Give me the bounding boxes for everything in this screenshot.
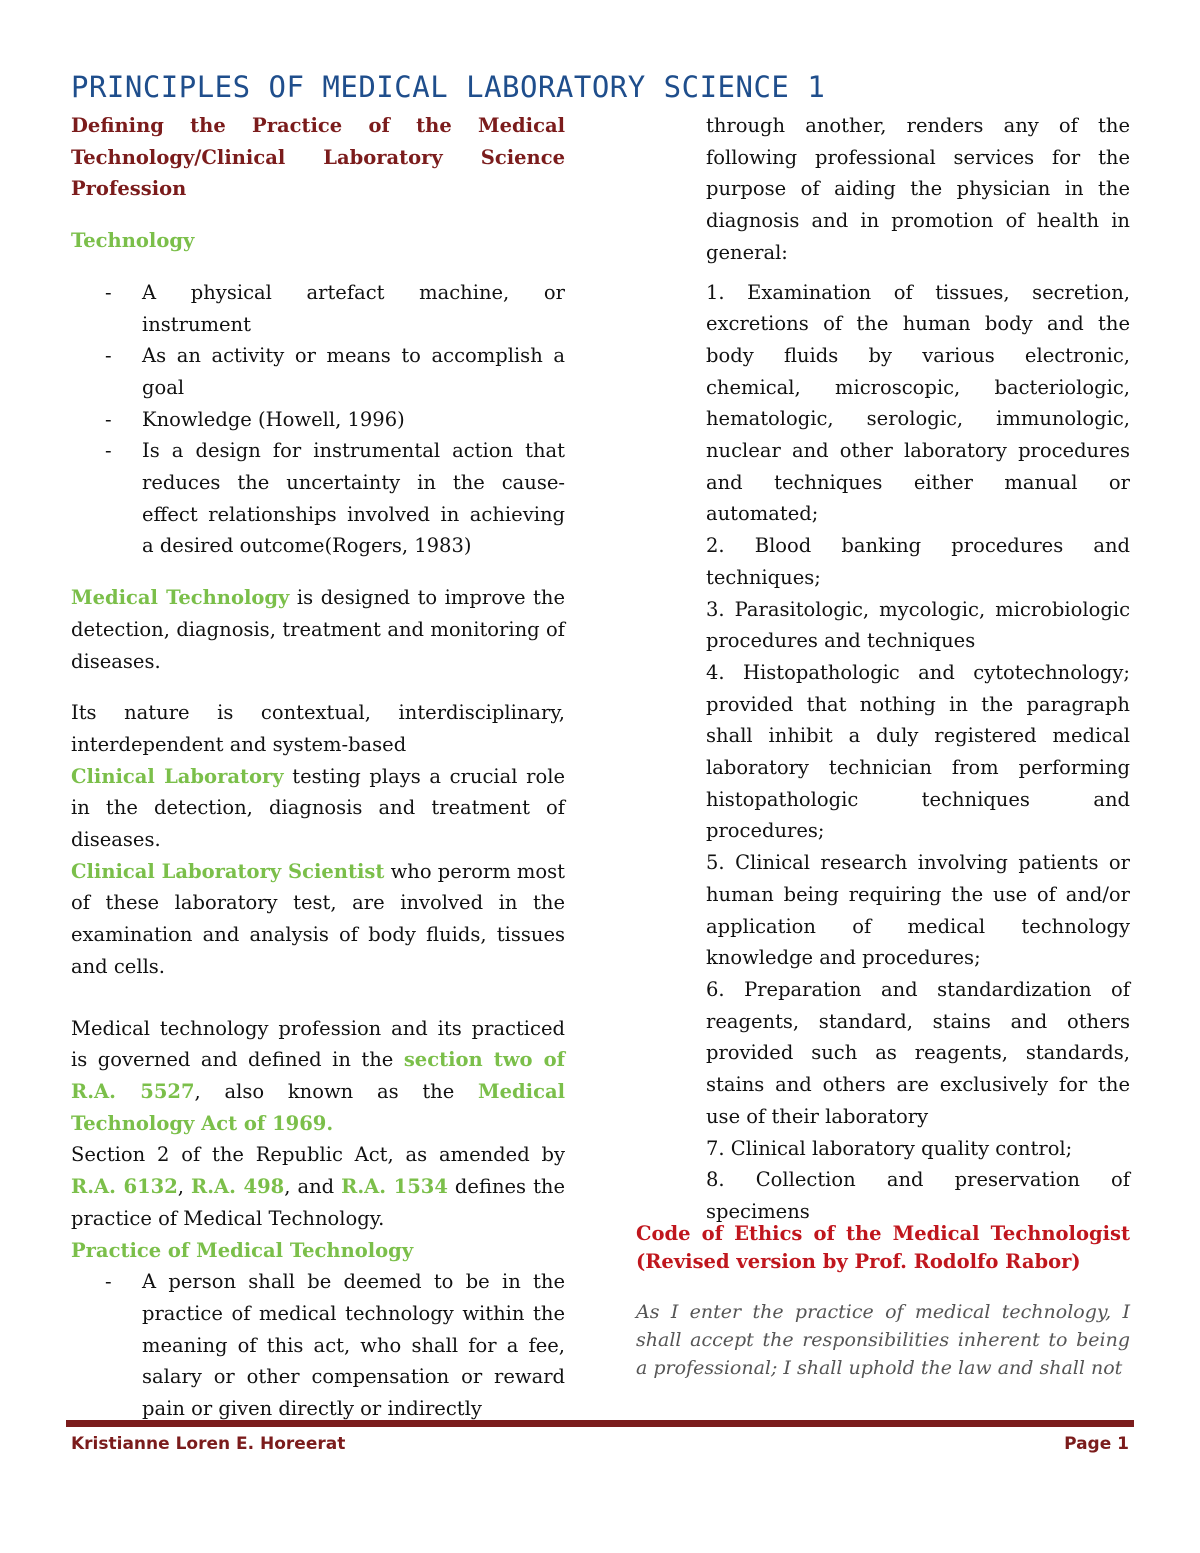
medtech-act-link[interactable]: Medical Technology Act of 1969.: [71, 1079, 565, 1135]
ra-498-link[interactable]: R.A. 498: [191, 1175, 285, 1199]
list-item: 2. Blood banking procedures and techniques;: [706, 534, 1130, 589]
right-column: [706, 110, 1130, 1228]
list-item: - A person shall be deemed to be in the practice of medical technology within the meaning of this act, who shall for a fee, salary or other compensation or reward pain or given directly or indirectly: [71, 1266, 565, 1425]
sec2-text-1: Section 2 of the Republic Act, as amended by: [71, 1143, 565, 1167]
list-item: 7. Clinical laboratory quality control;: [706, 1136, 1073, 1160]
page-title: PRINCIPLES OF MEDICAL LABORATORY SCIENCE 1: [71, 70, 826, 104]
ethics-heading: Code of Ethics of the Medical Technologist (Revised version by Prof. Rodolfo Rabor): [636, 1222, 1130, 1273]
continuation-paragraph: through another, renders any of the following professional services for the purpose of aiding the physician in the diagnosis and in promotion of health in general:: [706, 114, 1130, 264]
medtech-paragraph: [71, 582, 565, 677]
code-of-ethics-section: [636, 1220, 1130, 1382]
clinlab-term: Clinical Laboratory: [71, 764, 284, 788]
technology-heading: Technology: [71, 229, 195, 253]
list-item: - Is a design for instrumental action that reduces the uncertainty in the cause-effect relationships involved in achieving a desired outcome(Rogers, 1983): [71, 435, 565, 562]
left-column: [71, 110, 565, 1425]
medtech-term: Medical Technology: [71, 586, 290, 610]
sec2-text-2: defines the practice of Medical Technology.: [71, 1175, 566, 1230]
sec2-and: , and: [284, 1175, 342, 1199]
clinlab-text: testing plays a crucial role in the detection, diagnosis and treatment of diseases.: [71, 764, 565, 852]
governance-paragraph: [71, 1013, 565, 1140]
section-heading: Defining the Practice of the Medical Technology/Clinical Laboratory Science Profession: [71, 114, 565, 201]
list-item: 3. Parasitologic, mycologic, microbiologic procedures and techniques: [706, 597, 1130, 653]
list-item: - Knowledge (Howell, 1996): [71, 404, 565, 436]
technology-list: [71, 277, 565, 562]
clinlab-paragraph: [71, 761, 565, 856]
list-item: 8. Collection and preservation of specimens: [706, 1168, 1130, 1223]
practice-heading: Practice of Medical Technology: [71, 1238, 414, 1262]
list-item: 1. Examination of tissues, secretion, excretions of the human body and the body fluids by various electronic, chemical, microscopic, bacteriologic, hematologic, serologic, immunologic, nuclear and other laboratory procedures and techniques either manual or automated;: [706, 280, 1130, 526]
scientist-paragraph: [71, 856, 565, 983]
gov-text-1: Medical technology profession and its practiced is governed and defined in the: [71, 1016, 565, 1072]
ra-1534-link[interactable]: R.A. 1534: [341, 1175, 448, 1199]
scientist-text: who perorm most of these laboratory test, are involved in the examination and analysis of body fluids, tissues and cells.: [71, 859, 565, 978]
gov-text-2: , also known as the: [194, 1079, 479, 1103]
scientist-term: Clinical Laboratory Scientist: [71, 859, 385, 883]
nature-paragraph: Its nature is contextual, interdisciplinary, interdependent and system-based: [71, 701, 565, 756]
practice-list: [71, 1266, 565, 1425]
list-item: 4. Histopathologic and cytotechnology; provided that nothing in the paragraph shall inhibit a duly registered medical laboratory technician from performing histopathologic techniques and procedures;: [706, 660, 1130, 843]
list-item: 6. Preparation and standardization of reagents, standard, stains and others provided such as reagents, standards, stains and others are exclusively for the use of their laboratory: [706, 977, 1130, 1128]
services-list: [706, 277, 1130, 1228]
list-item: - A physical artefact machine, or instrument: [71, 277, 565, 340]
section2-paragraph: [71, 1139, 565, 1234]
list-item: - As an activity or means to accomplish a goal: [71, 340, 565, 403]
medtech-text: is designed to improve the detection, diagnosis, treatment and monitoring of diseases.: [71, 586, 565, 673]
footer-divider: [66, 1420, 1134, 1427]
footer-page-number: Page 1: [1064, 1434, 1129, 1454]
sec2-comma: ,: [177, 1175, 192, 1199]
footer-author: Kristianne Loren E. Horeerat: [71, 1434, 346, 1454]
section-two-link[interactable]: section two of R.A. 5527: [71, 1048, 566, 1103]
ra-6132-link[interactable]: R.A. 6132: [71, 1175, 178, 1199]
list-item: 5. Clinical research involving patients or human being requiring the use of and/or application of medical technology knowledge and procedures;: [706, 851, 1130, 970]
ethics-oath-text: As I enter the practice of medical technology, I shall accept the responsibilities inherent to being a professional; I shall uphold the law and shall not: [636, 1301, 1130, 1379]
